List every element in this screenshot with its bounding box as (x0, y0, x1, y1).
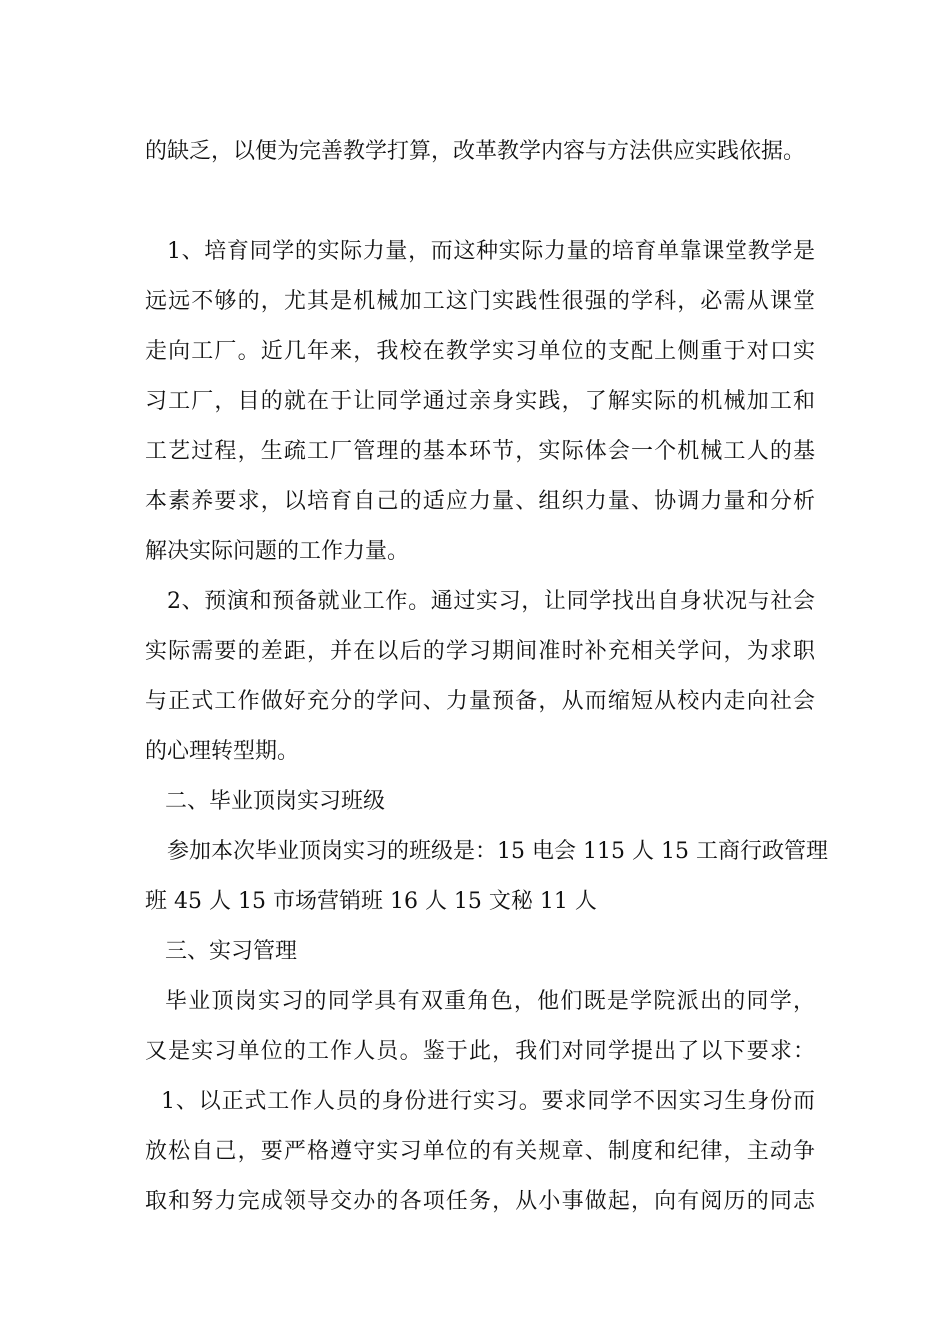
paragraph-line: 班 45 人 15 市场营销班 16 人 15 文秘 11 人 (145, 889, 597, 914)
paragraph-line: 2、预演和预备就业工作。通过实习，让同学找出自身状况与社会 (167, 589, 815, 614)
paragraph-line: 1、以正式工作人员的身份进行实习。要求同学不因实习生身份而 (161, 1089, 815, 1114)
paragraph-line: 工艺过程，生疏工厂管理的基本环节，实际体会一个机械工人的基 (145, 439, 815, 464)
paragraph-line: 1、培育同学的实际力量，而这种实际力量的培育单靠课堂教学是 (167, 239, 815, 264)
paragraph-line: 参加本次毕业顶岗实习的班级是：15 电会 115 人 15 工商行政管理 (167, 839, 828, 864)
paragraph-line: 本素养要求，以培育自己的适应力量、组织力量、协调力量和分析 (145, 489, 815, 514)
paragraph-line: 习工厂，目的就在于让同学通过亲身实践，了解实际的机械加工和 (145, 389, 815, 414)
paragraph-line: 与正式工作做好充分的学问、力量预备，从而缩短从校内走向社会 (145, 689, 815, 714)
paragraph-line: 解决实际问题的工作力量。 (145, 539, 410, 564)
paragraph-line: 走向工厂。近几年来，我校在教学实习单位的支配上侧重于对口实 (145, 339, 815, 364)
paragraph-line: 远远不够的，尤其是机械加工这门实践性很强的学科，必需从课堂 (145, 289, 815, 314)
paragraph-line: 的缺乏，以便为完善教学打算，改革教学内容与方法供应实践依据。 (145, 139, 806, 164)
paragraph-line: 实际需要的差距，并在以后的学习期间准时补充相关学问，为求职 (145, 639, 815, 664)
paragraph-line: 毕业顶岗实习的同学具有双重角色，他们既是学院派出的同学， (165, 989, 815, 1014)
document-body (145, 127, 828, 1227)
paragraph-line: 取和努力完成领导交办的各项任务，从小事做起，向有阅历的同志 (145, 1189, 815, 1214)
section-heading: 三、实习管理 (165, 939, 298, 964)
paragraph-line: 的心理转型期。 (145, 739, 300, 764)
paragraph-line: 又是实习单位的工作人员。鉴于此，我们对同学提出了以下要求： (145, 1039, 815, 1064)
section-heading: 二、毕业顶岗实习班级 (165, 789, 386, 814)
paragraph-gap (145, 177, 815, 227)
paragraph-line: 放松自己，要严格遵守实习单位的有关规章、制度和纪律，主动争 (145, 1139, 815, 1164)
